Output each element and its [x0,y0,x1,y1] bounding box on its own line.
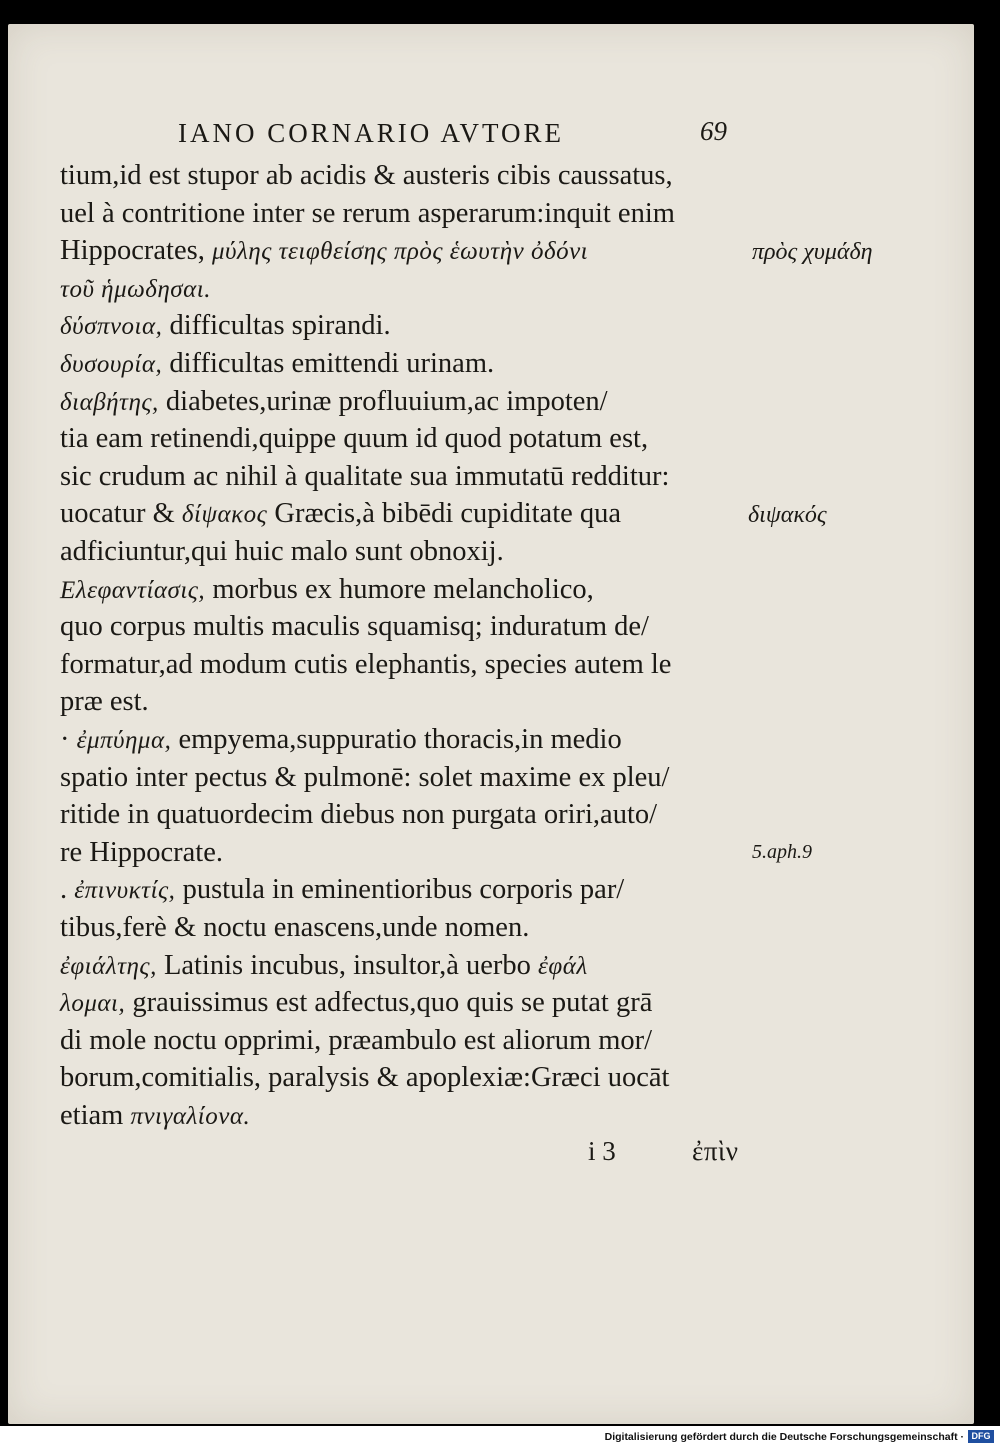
latin-text: empyema,suppuratio thoracis,in medio [171,724,622,755]
text-line [60,536,504,568]
greek-term: ἐπινυκτίς, [74,877,176,905]
text-line [60,1062,669,1094]
latin-text: difficultas emittendi urinam. [162,348,495,379]
greek-term: ἐφάλ [538,952,588,980]
marginal-note: 5.aph.9 [752,840,812,863]
text-line [60,235,588,267]
text-line [60,611,649,643]
greek-term: δύσπνοια, [60,313,163,341]
latin-text: Latinis incubus, insultor,à uerbo [156,949,539,981]
digitization-footer [0,1426,1000,1448]
signature-mark: i 3 [588,1136,616,1166]
text-line [60,912,529,944]
page-number: 69 [700,116,727,146]
text-line [60,874,624,906]
latin-text: uocatur & [60,498,182,530]
text-line [60,160,673,192]
catchword: ἐπὶν [692,1136,739,1166]
greek-term: διαβήτης, [60,388,159,416]
latin-text: di mole noctu opprimi, præambulo est aliorum mor/ [60,1024,653,1056]
latin-text: diabetes,urinæ profluuium,ac impoten/ [158,385,608,417]
latin-text: · [60,724,77,755]
text-line [60,724,622,756]
text-line [60,273,211,305]
text-line [60,837,223,869]
text-line [60,498,621,530]
latin-text: tibus,ferè & noctu enascens,unde nomen. [60,912,530,943]
latin-text: quo corpus multis maculis squamisq; induratum de/ [60,611,649,643]
greek-term: λομαι, [60,990,126,1018]
text-line [60,950,588,982]
greek-term: Ελεφαντίασις, [60,576,206,604]
text-line [60,574,594,606]
latin-text: uel à contritione inter se rerum asperarum:inquit enim [60,197,675,229]
greek-term: δίψακος [181,501,268,529]
latin-text: morbus ex humore melancholico, [205,573,594,605]
text-line [60,423,648,455]
latin-text: . [60,874,75,906]
latin-text: sic crudum ac nihil à qualitate sua immutatū redditur: [60,460,670,492]
greek-term: τοῦ ἡμωδησαι. [60,275,211,303]
greek-term: ἐφιάλτης, [60,952,157,980]
greek-term: μύλης τειφθείσης πρὸς ἑωυτὴν ὀδόνι [211,238,589,266]
latin-text: re Hippocrate. [60,836,223,868]
text-line [60,799,657,831]
text-line [60,461,669,493]
greek-term: πνιγαλίονα. [130,1103,251,1130]
running-head: IANO CORNARIO AVTORE [178,118,565,148]
greek-term: δυσουρία, [60,351,163,378]
text-line [60,1100,250,1132]
text-line [60,762,669,794]
latin-text: adficiuntur,qui huic malo sunt obnoxij. [60,536,504,567]
greek-term: ἐμπύημα, [76,727,172,754]
marginal-note: πρὸς χυμάδη [752,239,873,266]
latin-text: ritide in quatuordecim diebus non purgata oriri,auto/ [60,799,658,831]
latin-text: tium,id est stupor ab acidis & austeris cibis caussatus, [60,160,673,191]
latin-text: Hippocrates, [60,235,212,267]
latin-text: Græcis,à bibēdi cupiditate qua [267,498,622,530]
marginal-note: διψακός [748,502,827,529]
latin-text: etiam [60,1100,131,1131]
funding-credit: Digitalisierung gefördert durch die Deutsche Forschungsgemeinschaft · [604,1431,964,1443]
latin-text: præ est. [60,686,149,718]
latin-text: tia eam retinendi,quippe quum id quod potatum est, [60,423,649,455]
text-line [60,649,671,681]
text-line [60,987,652,1019]
text-line [60,198,675,230]
text-line [60,310,391,342]
latin-text: spatio inter pectus & pulmonē: solet maxime ex pleu/ [60,761,670,793]
latin-text: grauissimus est adfectus,quo quis se putat grā [125,987,653,1019]
dfg-logo: DFG [968,1430,994,1443]
text-line [60,1025,652,1057]
text-line [60,386,608,418]
text-line [60,686,149,718]
text-line [60,348,494,380]
latin-text: difficultas spirandi. [162,310,391,342]
latin-text: formatur,ad modum cutis elephantis, species autem le [60,648,672,680]
latin-text: borum,comitialis, paralysis & apoplexiæ:Græci uocāt [60,1062,670,1094]
latin-text: pustula in eminentioribus corporis par/ [175,874,625,906]
